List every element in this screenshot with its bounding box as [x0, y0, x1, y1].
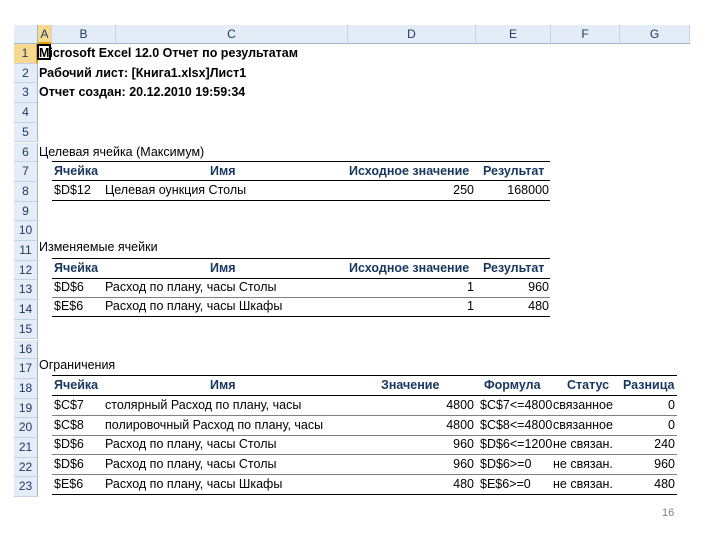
constraints-header-name: Имя	[210, 378, 236, 392]
column-header-d[interactable]: D	[348, 25, 476, 44]
report-created: Отчет создан: 20.12.2010 19:59:34	[39, 85, 246, 100]
constraint-row-diff[interactable]: 0	[668, 417, 675, 432]
changing-row-result[interactable]: 960	[528, 280, 549, 294]
row-header-2[interactable]: 2	[14, 64, 38, 84]
changing-header-cell: Ячейка	[54, 261, 99, 275]
constraint-row-cell[interactable]: $C$8	[54, 417, 84, 432]
column-header-g[interactable]: G	[620, 25, 690, 44]
row-header-20[interactable]: 20	[14, 418, 38, 438]
constraint-row-name[interactable]: Расход по плану, часы Столы	[105, 457, 277, 472]
spreadsheet-grid[interactable]	[14, 25, 690, 504]
column-header-a[interactable]: A	[38, 25, 52, 44]
column-header-f[interactable]: F	[551, 25, 620, 44]
constraint-row-cell[interactable]: $D$6	[54, 457, 84, 472]
constraints-header-cell: Ячейка	[54, 378, 99, 392]
row-header-13[interactable]: 13	[14, 280, 38, 300]
changing-header-orig: Исходное значение	[349, 261, 470, 275]
row-header-22[interactable]: 22	[14, 458, 38, 478]
changing-header-result: Результат	[483, 261, 545, 275]
constraint-row-status[interactable]: не связан.	[553, 457, 613, 472]
row-header-18[interactable]: 18	[14, 379, 38, 399]
constraint-row-name[interactable]: полировочный Расход по плану, часы	[105, 417, 324, 432]
changing-row-orig[interactable]: 1	[467, 280, 474, 294]
target-header-result: Результат	[483, 164, 545, 178]
target-header-orig: Исходное значение	[349, 164, 470, 178]
column-header-b[interactable]: B	[52, 25, 116, 44]
constraint-row-formula[interactable]: $C$7<=4800	[480, 398, 553, 412]
constraints-header-formula: Формула	[484, 378, 541, 392]
target-bottom-border	[52, 200, 550, 201]
changing-top-border	[52, 258, 550, 259]
row-header-16[interactable]: 16	[14, 340, 38, 360]
changing-section-title: Изменяемые ячейки	[39, 240, 158, 254]
constraint-row-formula[interactable]: $D$6>=0	[480, 457, 532, 472]
constraints-header-value: Значение	[381, 378, 440, 392]
constraint-row-name[interactable]: Расход по плану, часы Столы	[105, 437, 277, 452]
changing-row-result[interactable]: 480	[528, 299, 549, 313]
changing-row-cell[interactable]: $E$6	[54, 299, 84, 313]
constraint-row-formula[interactable]: $C$8<=4800	[480, 417, 553, 432]
target-section-title: Целевая ячейка (Максимум)	[39, 144, 205, 159]
select-all-corner[interactable]	[14, 25, 38, 44]
target-row-name[interactable]: Целевая оункция Столы	[105, 183, 247, 197]
row-header-3[interactable]: 3	[14, 83, 38, 103]
constraint-row-status[interactable]: связанное	[553, 398, 613, 412]
row-header-11[interactable]: 11	[14, 241, 38, 261]
constraint-row-diff[interactable]: 240	[654, 437, 675, 452]
changing-row-name[interactable]: Расход по плану, часы Шкафы	[105, 299, 283, 313]
target-row-result[interactable]: 168000	[507, 183, 549, 197]
constraint-row-name[interactable]: Расход по плану, часы Шкафы	[105, 476, 283, 491]
changing-bottom-border	[52, 316, 550, 317]
constraint-row-formula[interactable]: $E$6>=0	[480, 476, 531, 491]
target-header-cell: Ячейка	[54, 164, 99, 178]
constraint-row-status[interactable]: не связан.	[553, 437, 613, 452]
row-header-9[interactable]: 9	[14, 202, 38, 222]
target-top-border	[52, 161, 550, 162]
row-header-17[interactable]: 17	[14, 359, 38, 379]
constraint-row-name[interactable]: столярный Расход по плану, часы	[105, 398, 302, 412]
row-header-21[interactable]: 21	[14, 438, 38, 458]
row-header-19[interactable]: 19	[14, 399, 38, 419]
constraints-header-diff: Разница	[623, 378, 675, 392]
column-header-e[interactable]: E	[476, 25, 551, 44]
changing-row-cell[interactable]: $D$6	[54, 280, 84, 294]
column-header-c[interactable]: C	[116, 25, 348, 44]
target-row-cell[interactable]: $D$12	[54, 183, 91, 197]
constraint-row-value[interactable]: 4800	[446, 417, 474, 432]
report-worksheet: Рабочий лист: [Книга1.xlsx]Лист1	[39, 65, 247, 80]
constraint-row-value[interactable]: 480	[453, 476, 474, 491]
constraint-row-cell[interactable]: $E$6	[54, 476, 84, 491]
constraint-row-cell[interactable]: $C$7	[54, 398, 84, 412]
target-row-orig[interactable]: 250	[453, 183, 474, 197]
constraint-row-status[interactable]: связанное	[553, 417, 613, 432]
constraint-row-diff[interactable]: 960	[654, 457, 675, 472]
constraint-row-value[interactable]: 960	[453, 457, 474, 472]
row-header-7[interactable]: 7	[14, 162, 38, 182]
constraint-row-status[interactable]: не связан.	[553, 476, 613, 491]
row-header-4[interactable]: 4	[14, 103, 38, 123]
constraint-row-diff[interactable]: 480	[654, 476, 675, 491]
row-header-5[interactable]: 5	[14, 123, 38, 143]
constraints-section-title: Ограничения	[39, 358, 116, 372]
target-header-name: Имя	[210, 164, 236, 178]
constraint-row-value[interactable]: 960	[453, 437, 474, 452]
constraints-header-status: Статус	[567, 378, 610, 392]
report-title: Microsoft Excel 12.0 Отчет по результатам	[39, 46, 299, 60]
row-header-1[interactable]: 1	[14, 44, 38, 64]
row-header-15[interactable]: 15	[14, 320, 38, 340]
row-header-12[interactable]: 12	[14, 261, 38, 281]
changing-header-name: Имя	[210, 261, 236, 275]
row-header-23[interactable]: 23	[14, 477, 38, 497]
row-header-8[interactable]: 8	[14, 182, 38, 202]
constraint-row-value[interactable]: 4800	[446, 398, 474, 412]
changing-row-orig[interactable]: 1	[467, 299, 474, 313]
constraint-row-diff[interactable]: 0	[668, 398, 675, 412]
row-header-6[interactable]: 6	[14, 143, 38, 163]
constraints-bottom-border	[52, 494, 677, 495]
constraint-row-cell[interactable]: $D$6	[54, 437, 84, 452]
page-number: 16	[662, 507, 675, 519]
constraint-row-formula[interactable]: $D$6<=1200	[480, 437, 553, 452]
changing-row-name[interactable]: Расход по плану, часы Столы	[105, 280, 277, 294]
row-header-10[interactable]: 10	[14, 221, 38, 241]
row-header-14[interactable]: 14	[14, 300, 38, 320]
